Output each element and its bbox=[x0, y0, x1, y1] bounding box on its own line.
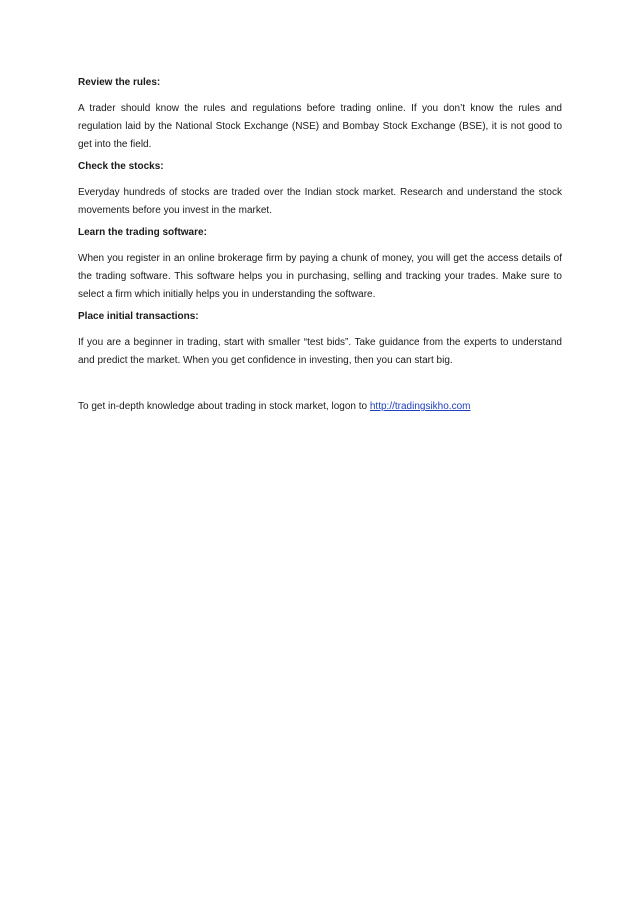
section-heading: Learn the trading software: bbox=[78, 227, 207, 238]
footer-text: To get in-depth knowledge about trading in stock market, logon to bbox=[78, 401, 370, 412]
section-body: When you register in an online brokerage firm by paying a chunk of money, you will get the access details of the trading software. This software helps you in purchasing, selling and tracking your trades. Make sure to select a firm which initially helps you in understanding the software. bbox=[78, 253, 562, 300]
section-body: If you are a beginner in trading, start with smaller “test bids”. Take guidance from the experts to understand and predict the market. When you get confidence in investing, then you can start big. bbox=[78, 337, 562, 366]
section-heading: Review the rules: bbox=[78, 77, 161, 88]
section-heading: Place initial transactions: bbox=[78, 311, 199, 322]
section-initial-transactions bbox=[78, 310, 562, 370]
section-trading-software bbox=[78, 226, 562, 304]
section-check-stocks bbox=[78, 160, 562, 220]
section-heading: Check the stocks: bbox=[78, 161, 164, 172]
section-body: Everyday hundreds of stocks are traded over the Indian stock market. Research and understand the stock movements before you invest in the market. bbox=[78, 187, 562, 216]
document-page bbox=[78, 76, 562, 416]
footer-line bbox=[78, 398, 562, 416]
section-body: A trader should know the rules and regulations before trading online. If you don’t know the rules and regulation laid by the National Stock Exchange (NSE) and Bombay Stock Exchange (BSE), it is not good to get into the field. bbox=[78, 103, 562, 150]
tradingsikho-link[interactable]: http://tradingsikho.com bbox=[369, 401, 471, 412]
section-review-rules bbox=[78, 76, 562, 154]
spacer bbox=[78, 376, 562, 398]
